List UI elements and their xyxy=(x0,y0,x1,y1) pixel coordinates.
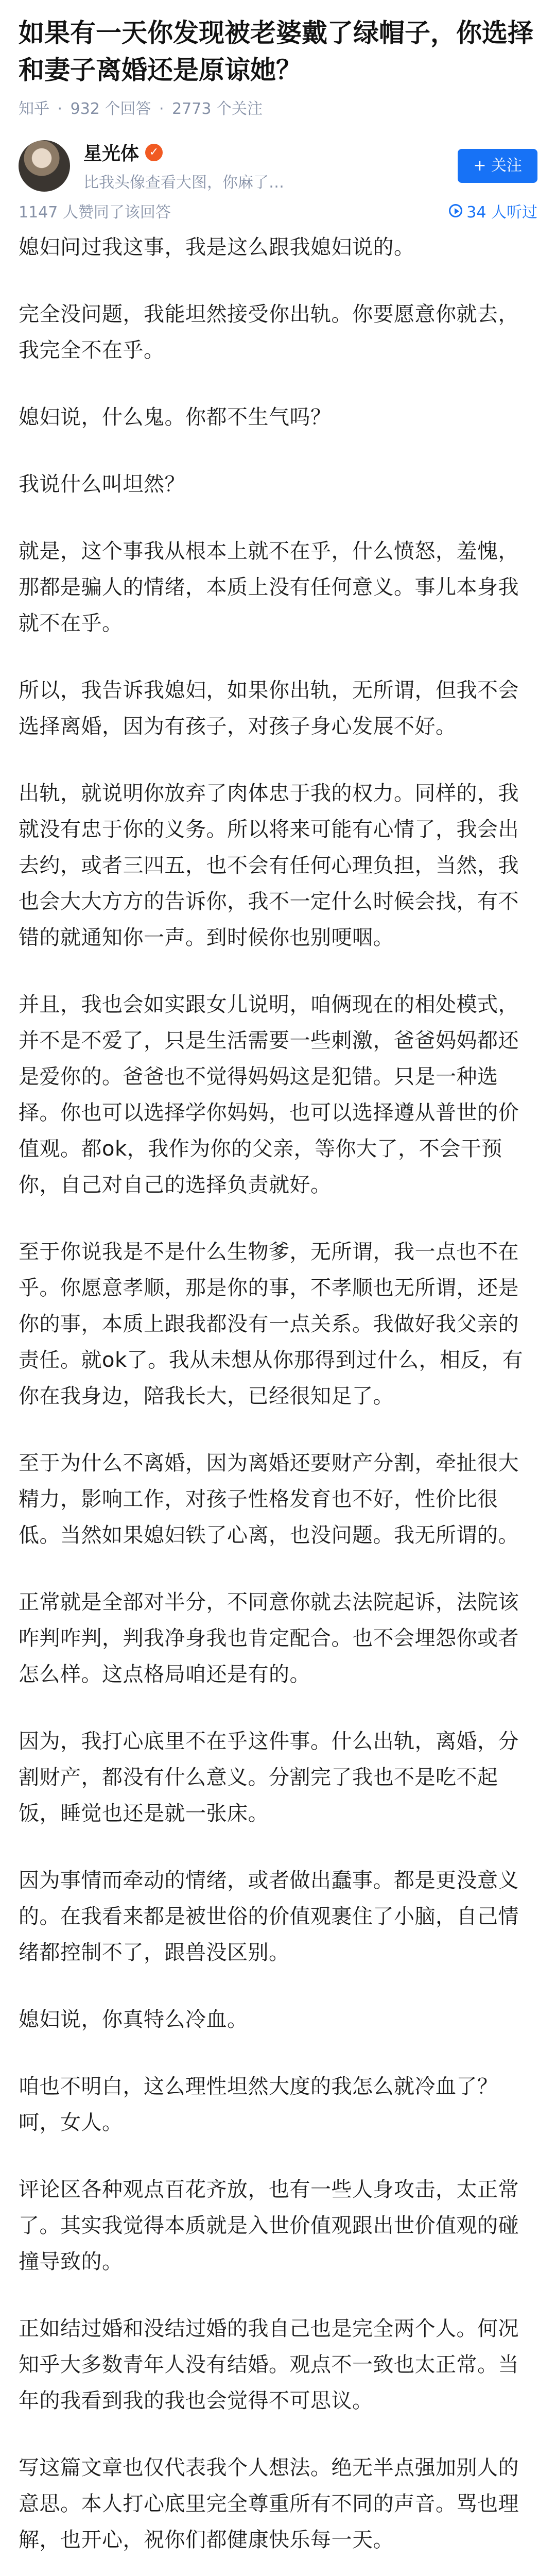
avatar[interactable] xyxy=(19,140,70,192)
paragraph: 咱也不明白，这么理性坦然大度的我怎么就冷血了？呵，女人。 xyxy=(19,2075,498,2134)
paragraph: 就是，这个事我从根本上就不在乎，什么愤怒，羞愧，那都是骗人的情绪，本质上没有任何意义。事儿本身我就不在乎。 xyxy=(19,539,519,635)
question-meta: 知乎 · 932 个回答 · 2773 个关注 xyxy=(19,100,263,118)
question-title[interactable]: 如果有一天你发现被老婆戴了绿帽子，你选择和妻子离婚还是原谅她？ xyxy=(19,18,533,85)
paragraph: 出轨，就说明你放弃了肉体忠于我的权力。同样的，我就没有忠于你的义务。所以将来可能有心情了，我会出去约，或者三四五，也不会有任何心理负担，当然，我也会大大方方的告诉你，我不一定什么时候会找，有不错的就通知你一声。到时候你也别哽咽。 xyxy=(19,782,519,950)
paragraph: 媳妇说，什么鬼。你都不生气吗？ xyxy=(19,405,332,429)
paragraph: 写这篇文章也仅代表我个人想法。绝无半点强加别人的意思。本人打心底里完全尊重所有不同的声音。骂也理解，也开心，祝你们都健康快乐每一天。 xyxy=(19,2456,519,2552)
paragraph: 并且，我也会如实跟女儿说明，咱俩现在的相处模式，并不是不爱了，只是生活需要一些刺激，爸爸妈妈都还是爱你的。爸爸也不觉得妈妈这是犯错。只是一种选择。你也可以选择学你妈妈，也可以选择遵从普世的价值观。都ok，我作为你的父亲，等你大了，不会干预你，自己对自己的选择负责就好。 xyxy=(19,993,519,1197)
paragraph: 媳妇问过我这事，我是这么跟我媳妇说的。 xyxy=(19,235,415,259)
listen-count: 34 人听过 xyxy=(466,204,537,222)
answer-count[interactable]: 932 个回答 xyxy=(70,100,151,118)
play-icon xyxy=(449,204,462,217)
follow-button[interactable]: + 关注 xyxy=(458,149,537,183)
paragraph: 至于为什么不离婚，因为离婚还要财产分割，牵扯很大精力，影响工作，对孩子性格发育也不好，性价比很低。当然如果媳妇铁了心离，也没问题。我无所谓的。 xyxy=(19,1451,519,1547)
author-name[interactable]: 星光体 xyxy=(83,143,140,164)
verified-icon: ✓ xyxy=(145,144,163,161)
paragraph: 正常就是全部对半分，不同意你就去法院起诉，法院该咋判咋判，判我净身我也肯定配合。也不会埋怨你或者怎么样。这点格局咱还是有的。 xyxy=(19,1590,519,1686)
paragraph: 因为事情而牵动的情绪，或者做出蠢事。都是更没意义的。在我看来都是被世俗的价值观裹住了小脑，自己情绪都控制不了，跟兽没区别。 xyxy=(19,1869,519,1964)
follower-count: 2773 个关注 xyxy=(172,100,263,118)
answer-content xyxy=(0,222,556,2576)
paragraph: 正如结过婚和没结过婚的我自己也是完全两个人。何况知乎大多数青年人没有结婚。观点不一致也太正常。当年的我看到我的我也会觉得不可思议。 xyxy=(19,2317,519,2413)
paragraph: 我说什么叫坦然？ xyxy=(19,472,185,496)
paragraph: 因为，我打心底里不在乎这件事。什么出轨，离婚，分割财产，都没有什么意义。分割完了我也不是吃不起饭，睡觉也还是就一张床。 xyxy=(19,1730,519,1825)
vote-count: 1147 人赞同了该回答 xyxy=(19,204,171,222)
paragraph: 所以，我告诉我媳妇，如果你出轨，无所谓，但我不会选择离婚，因为有孩子，对孩子身心发展不好。 xyxy=(19,679,519,738)
answer-meta xyxy=(0,192,556,222)
paragraph: 媳妇说，你真特么冷血。 xyxy=(19,2008,248,2031)
paragraph: 评论区各种观点百花齐放，也有一些人身攻击，太正常了。其实我觉得本质就是入世价值观跟出世价值观的碰撞导致的。 xyxy=(19,2178,519,2274)
author-bio: 比我头像查看大图，你麻了… xyxy=(83,174,284,192)
paragraph: 完全没问题，我能坦然接受你出轨。你要愿意你就去，我完全不在乎。 xyxy=(19,302,519,362)
source-label: 知乎 xyxy=(19,100,49,118)
paragraph: 至于你说我是不是什么生物爹，无所谓，我一点也不在乎。你愿意孝顺，那是你的事，不孝顺也无所谓，还是你的事，本质上跟我都没有一点关系。我做好我父亲的责任。就ok了。我从未想从你那得到过什么，相反，有你在我身边，陪我长大，已经很知足了。 xyxy=(19,1240,524,1408)
listen-button[interactable] xyxy=(449,199,537,222)
author-card xyxy=(0,118,556,192)
author-info xyxy=(83,139,447,192)
